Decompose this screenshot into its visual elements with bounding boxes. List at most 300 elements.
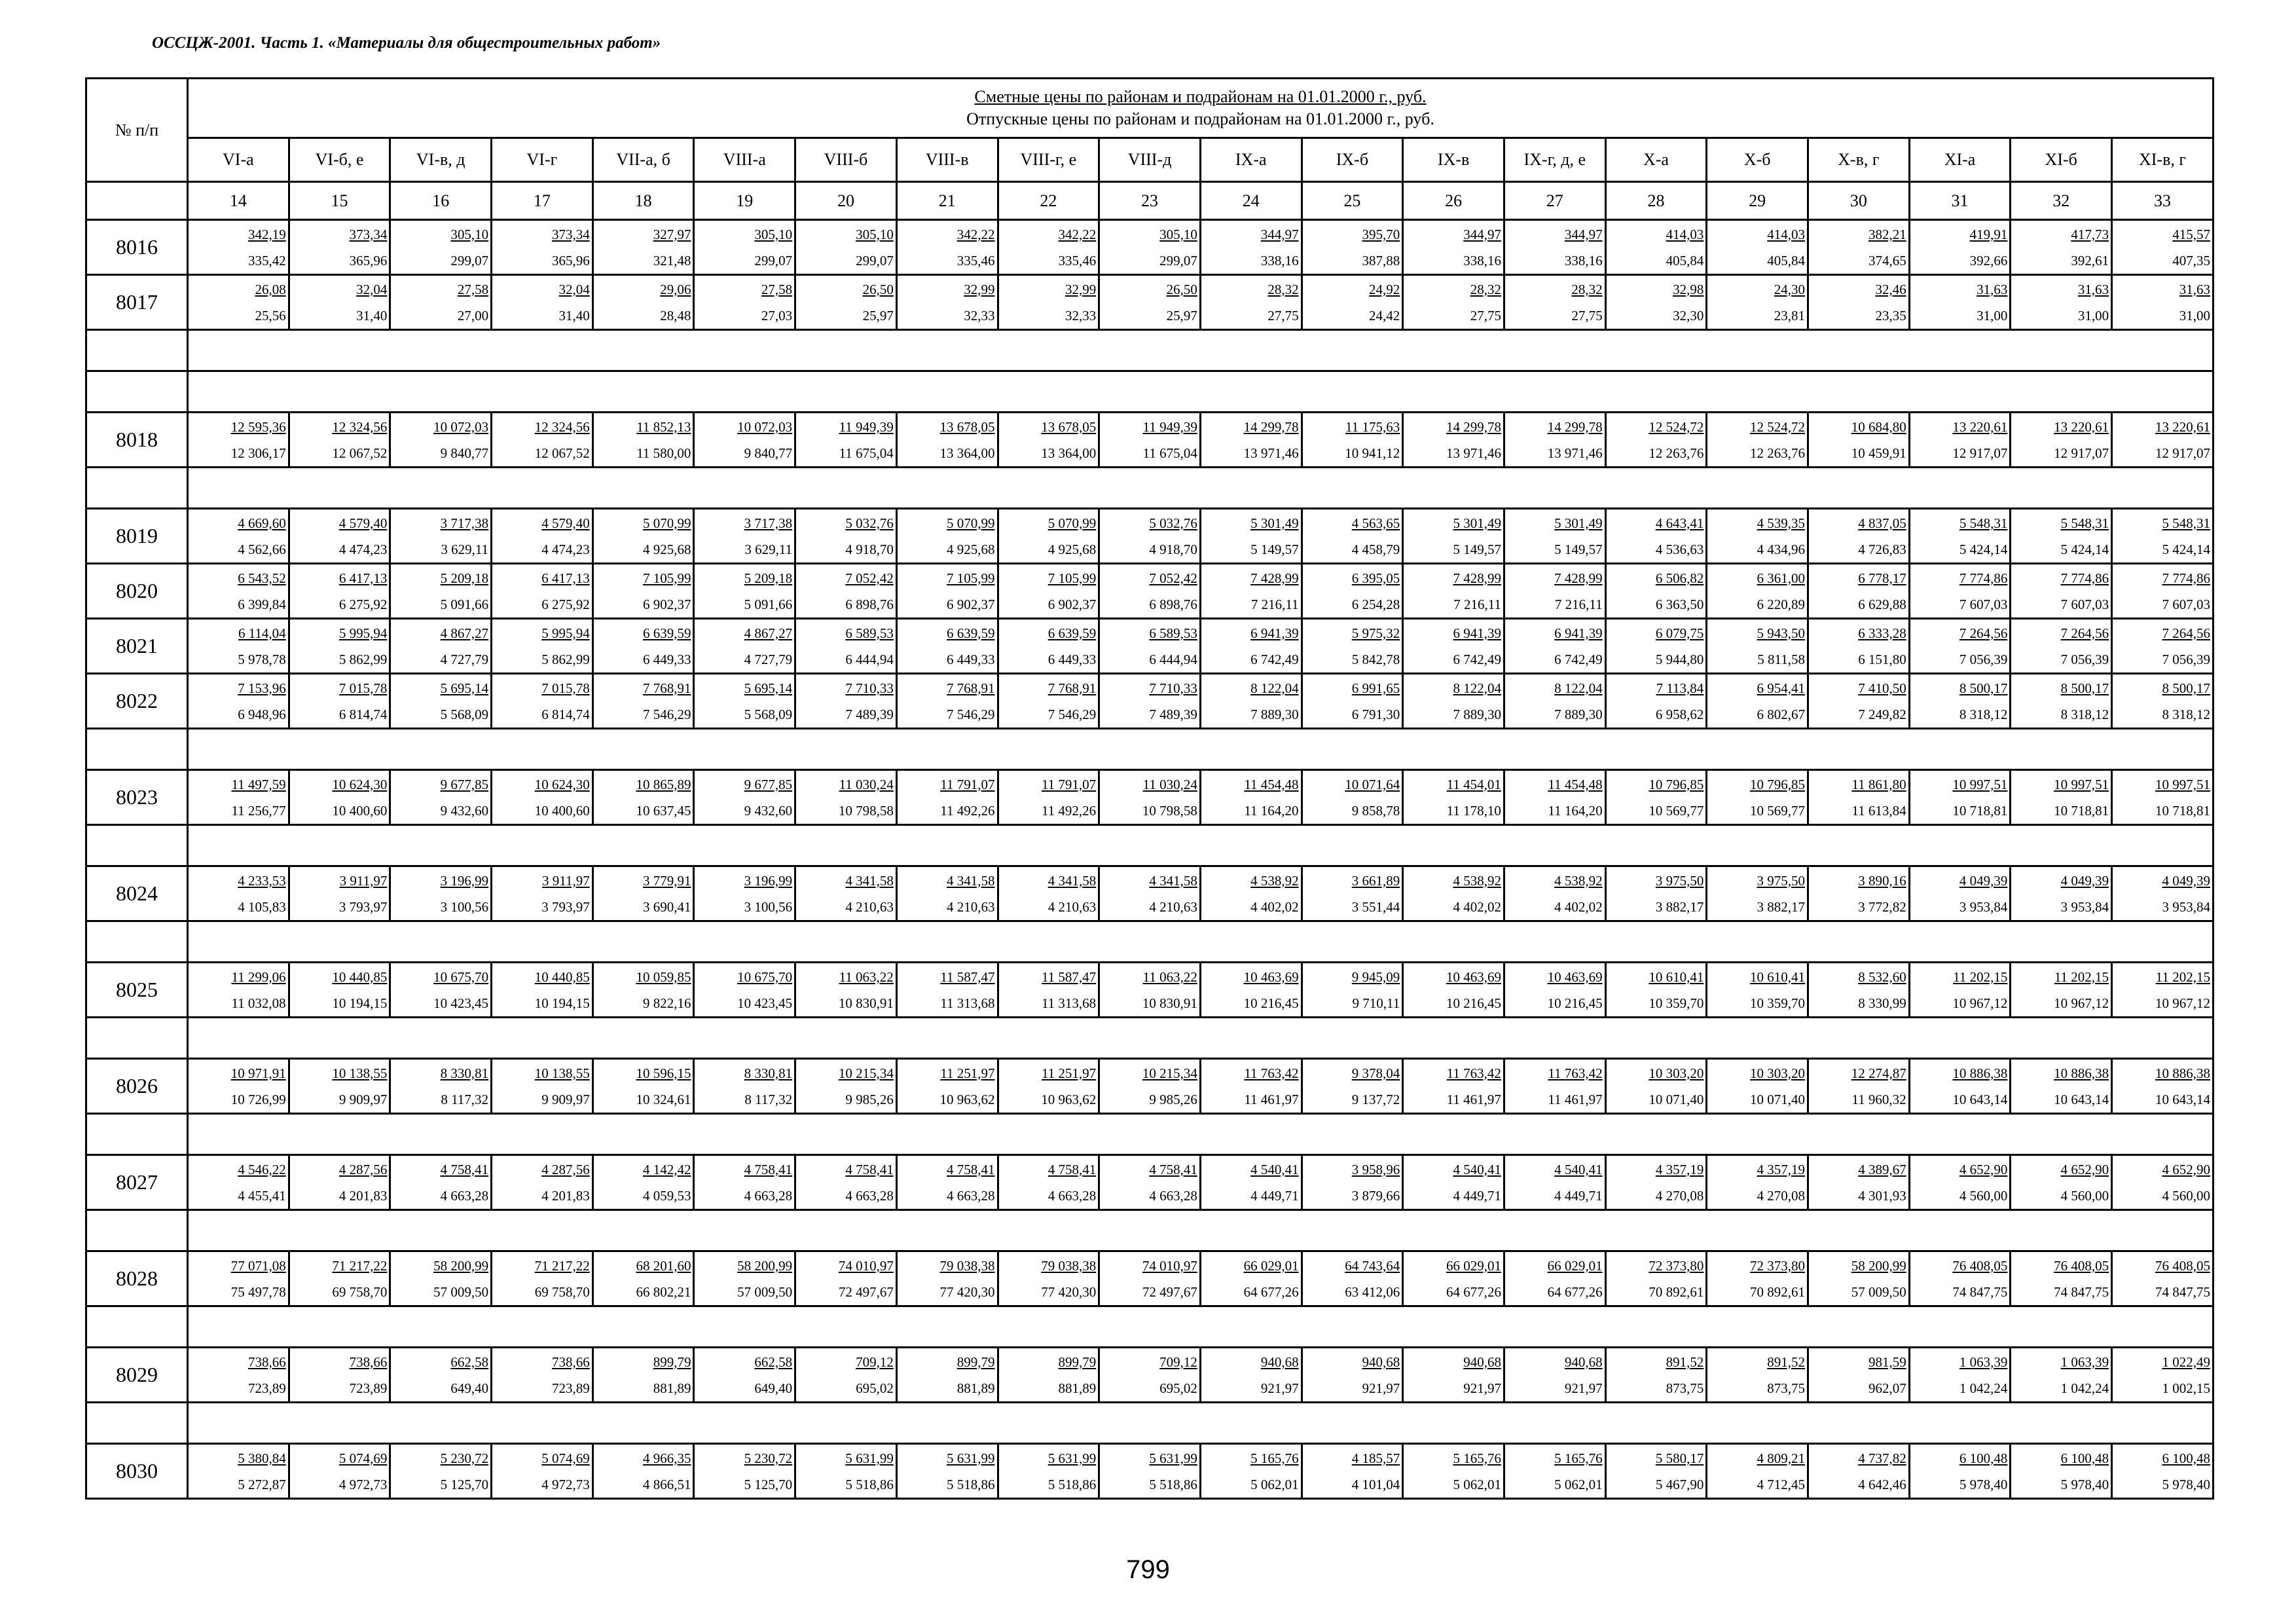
release-price: 4 918,70 (845, 541, 894, 557)
release-price: 74 847,75 (2054, 1283, 2109, 1300)
estimate-price: 8 122,04 (1453, 680, 1501, 696)
release-price: 4 727,79 (440, 651, 489, 667)
price-cell (1099, 1348, 1201, 1403)
region-header: IX-в (1403, 138, 1504, 182)
release-price: 10 967,12 (1952, 995, 2008, 1011)
estimate-price: 5 548,31 (2162, 515, 2210, 531)
estimate-price: 10 624,30 (332, 776, 388, 792)
release-price: 881,89 (957, 1380, 995, 1396)
estimate-price: 5 209,18 (440, 570, 489, 586)
spacer-row (86, 1018, 2214, 1059)
price-cell (998, 866, 1099, 921)
estimate-price: 5 380,84 (238, 1450, 286, 1466)
release-price: 5 944,80 (1655, 651, 1704, 667)
release-price: 6 629,88 (1858, 596, 1906, 612)
release-price: 25,56 (255, 307, 286, 323)
estimate-price: 4 538,92 (1453, 872, 1501, 889)
estimate-price: 662,58 (450, 1354, 489, 1370)
price-cell (1707, 963, 1808, 1018)
release-price: 5 978,40 (1959, 1476, 2008, 1492)
estimate-price: 7 015,78 (541, 680, 590, 696)
price-cell (2112, 509, 2214, 564)
release-price: 5 518,86 (947, 1476, 995, 1492)
release-price: 299,07 (1159, 252, 1197, 268)
release-price: 4 972,73 (338, 1476, 388, 1492)
estimate-price: 4 049,39 (2060, 872, 2109, 889)
price-cell (1504, 509, 1605, 564)
release-price: 7 216,11 (1554, 596, 1603, 612)
price-cell (1605, 275, 1707, 330)
price-cell (694, 674, 795, 729)
estimate-price: 10 610,41 (1649, 969, 1704, 985)
estimate-price: 373,34 (552, 226, 590, 242)
estimate-price: 76 408,05 (1952, 1257, 2008, 1274)
release-price: 6 814,74 (338, 706, 388, 722)
release-price: 6 958,62 (1655, 706, 1704, 722)
release-price: 57 009,50 (1851, 1283, 1906, 1300)
estimate-price: 5 631,99 (947, 1450, 995, 1466)
estimate-price: 6 114,04 (238, 625, 286, 641)
price-cell (795, 866, 897, 921)
release-price: 24,42 (1369, 307, 1400, 323)
release-price: 5 062,01 (1554, 1476, 1603, 1492)
release-price: 4 449,71 (1453, 1187, 1501, 1204)
estimate-price: 5 695,14 (440, 680, 489, 696)
estimate-price: 6 941,39 (1453, 625, 1501, 641)
price-cell (1099, 963, 1201, 1018)
release-price: 4 642,46 (1858, 1476, 1906, 1492)
price-cell (1403, 674, 1504, 729)
spacer-cell (188, 1210, 2214, 1251)
estimate-price: 13 678,05 (1041, 418, 1097, 435)
price-cell (1504, 674, 1605, 729)
price-cell (592, 1348, 694, 1403)
release-price: 5 062,01 (1250, 1476, 1299, 1492)
release-price: 4 663,28 (1048, 1187, 1097, 1204)
price-cell (795, 770, 897, 825)
price-cell (492, 275, 593, 330)
price-cell (289, 619, 390, 674)
estimate-price: 7 264,56 (2162, 625, 2210, 641)
price-cell (390, 619, 492, 674)
release-price: 11 461,97 (1446, 1091, 1501, 1107)
release-price: 335,46 (957, 252, 995, 268)
release-price: 10 324,61 (636, 1091, 691, 1107)
estimate-price: 5 301,49 (1554, 515, 1603, 531)
release-price: 4 210,63 (1149, 898, 1197, 915)
price-cell (492, 413, 593, 468)
release-price: 365,96 (552, 252, 590, 268)
estimate-price: 5 032,76 (1149, 515, 1197, 531)
estimate-price: 8 122,04 (1250, 680, 1299, 696)
price-cell (1808, 866, 1910, 921)
table-row (86, 413, 2214, 468)
estimate-price: 14 299,78 (1446, 418, 1501, 435)
price-cell (795, 619, 897, 674)
estimate-price: 10 624,30 (534, 776, 590, 792)
price-cell (896, 275, 998, 330)
price-cell (694, 564, 795, 619)
column-index: 22 (998, 182, 1099, 220)
price-cell (795, 1155, 897, 1210)
estimate-price: 940,68 (1260, 1354, 1299, 1370)
release-price: 4 270,08 (1757, 1187, 1805, 1204)
release-price: 3 629,11 (441, 541, 489, 557)
estimate-price: 4 341,58 (845, 872, 894, 889)
release-price: 8 318,12 (1959, 706, 2008, 722)
release-price: 5 568,09 (744, 706, 793, 722)
release-price: 4 918,70 (1149, 541, 1197, 557)
price-cell (1707, 866, 1808, 921)
estimate-price: 899,79 (653, 1354, 691, 1370)
estimate-price: 66 029,01 (1243, 1257, 1299, 1274)
item-code: 8021 (86, 619, 188, 674)
price-cell (1504, 963, 1605, 1018)
estimate-price: 7 774,86 (2060, 570, 2109, 586)
item-code: 8024 (86, 866, 188, 921)
release-price: 3 100,56 (440, 898, 489, 915)
estimate-price: 72 373,80 (1649, 1257, 1704, 1274)
estimate-price: 4 758,41 (1149, 1161, 1197, 1177)
estimate-price: 7 710,33 (1149, 680, 1197, 696)
price-cell (1707, 413, 1808, 468)
estimate-price: 5 032,76 (845, 515, 894, 531)
estimate-price: 738,66 (552, 1354, 590, 1370)
release-price: 3 953,84 (1959, 898, 2008, 915)
estimate-price: 10 971,91 (230, 1065, 286, 1081)
price-cell (694, 1444, 795, 1499)
release-price: 10 071,40 (1649, 1091, 1704, 1107)
price-cell (2112, 963, 2214, 1018)
release-price: 57 009,50 (737, 1283, 793, 1300)
price-cell (390, 1155, 492, 1210)
estimate-price: 4 049,39 (1959, 872, 2008, 889)
estimate-price: 4 357,19 (1757, 1161, 1805, 1177)
estimate-price: 899,79 (957, 1354, 995, 1370)
price-cell (390, 413, 492, 468)
table-row (86, 866, 2214, 921)
price-cell (896, 674, 998, 729)
price-cell (1808, 1059, 1910, 1114)
estimate-price: 5 230,72 (440, 1450, 489, 1466)
release-price: 9 909,97 (338, 1091, 388, 1107)
price-cell (188, 674, 289, 729)
estimate-price: 79 038,38 (1041, 1257, 1097, 1274)
price-cell (1605, 1348, 1707, 1403)
price-cell (1605, 220, 1707, 275)
price-cell (289, 1444, 390, 1499)
estimate-price: 3 911,97 (542, 872, 590, 889)
release-price: 4 536,63 (1655, 541, 1704, 557)
release-price: 3 772,82 (1858, 898, 1906, 915)
price-cell (1504, 220, 1605, 275)
price-cell (2011, 1348, 2112, 1403)
release-price: 12 917,07 (2054, 445, 2109, 461)
column-index-row (86, 182, 2214, 220)
release-price: 13 971,46 (1547, 445, 1603, 461)
estimate-price: 7 768,91 (642, 680, 691, 696)
price-cell (492, 1251, 593, 1306)
column-index: 19 (694, 182, 795, 220)
release-price: 7 489,39 (845, 706, 894, 722)
release-price: 4 972,73 (541, 1476, 590, 1492)
release-price: 6 902,37 (642, 596, 691, 612)
estimate-price: 5 548,31 (1959, 515, 2008, 531)
estimate-price: 9 677,85 (440, 776, 489, 792)
estimate-price: 7 052,42 (1149, 570, 1197, 586)
release-price: 31,00 (2179, 307, 2210, 323)
release-price: 7 216,11 (1250, 596, 1299, 612)
release-price: 77 420,30 (939, 1283, 995, 1300)
price-cell (795, 1059, 897, 1114)
price-cell (795, 509, 897, 564)
release-price: 4 560,00 (1959, 1187, 2008, 1204)
estimate-price: 899,79 (1058, 1354, 1097, 1370)
estimate-price: 3 890,16 (1858, 872, 1906, 889)
estimate-price: 4 287,56 (338, 1161, 388, 1177)
release-price: 72 497,67 (838, 1283, 894, 1300)
estimate-price: 4 538,92 (1554, 872, 1603, 889)
price-cell (1200, 619, 1302, 674)
price-cell (1909, 1251, 2011, 1306)
estimate-price: 5 165,76 (1250, 1450, 1299, 1466)
release-price: 4 458,79 (1351, 541, 1400, 557)
price-cell (1200, 963, 1302, 1018)
price-cell (1808, 564, 1910, 619)
estimate-price: 10 071,64 (1345, 776, 1400, 792)
release-price: 5 062,01 (1453, 1476, 1501, 1492)
release-price: 10 359,70 (1649, 995, 1704, 1011)
estimate-price: 26,08 (255, 281, 286, 297)
price-cell (390, 509, 492, 564)
estimate-price: 11 030,24 (839, 776, 894, 792)
estimate-price: 11 454,48 (1548, 776, 1603, 792)
price-cell (289, 1348, 390, 1403)
release-price: 6 742,49 (1453, 651, 1501, 667)
estimate-price: 4 758,41 (845, 1161, 894, 1177)
spacer-cell (188, 1306, 2214, 1348)
release-price: 11 313,68 (1041, 995, 1097, 1011)
release-price: 6 444,94 (845, 651, 894, 667)
price-cell (896, 509, 998, 564)
price-cell (1909, 220, 2011, 275)
price-cell (289, 1251, 390, 1306)
estimate-price: 11 497,59 (231, 776, 286, 792)
column-index: 33 (2112, 182, 2214, 220)
release-price: 10 216,45 (1243, 995, 1299, 1011)
price-cell (1504, 564, 1605, 619)
column-index: 23 (1099, 182, 1201, 220)
region-header: X-а (1605, 138, 1707, 182)
estimate-price: 3 779,91 (642, 872, 691, 889)
release-price: 881,89 (1058, 1380, 1097, 1396)
region-header: XI-б (2011, 138, 2112, 182)
estimate-price: 4 357,19 (1655, 1161, 1704, 1177)
estimate-price: 10 796,85 (1649, 776, 1704, 792)
release-price: 7 889,30 (1250, 706, 1299, 722)
price-cell (795, 1348, 897, 1403)
estimate-price: 891,52 (1666, 1354, 1704, 1370)
release-price: 4 210,63 (947, 898, 995, 915)
item-code: 8023 (86, 770, 188, 825)
estimate-price: 71 217,22 (332, 1257, 388, 1274)
spacer-cell (86, 1210, 188, 1251)
release-price: 3 690,41 (642, 898, 691, 915)
estimate-price: 74 010,97 (838, 1257, 894, 1274)
release-price: 6 814,74 (541, 706, 590, 722)
estimate-price: 4 389,67 (1858, 1161, 1906, 1177)
release-price: 27,75 (1267, 307, 1299, 323)
table-row (86, 564, 2214, 619)
release-price: 5 149,57 (1453, 541, 1501, 557)
spacer-cell (188, 1114, 2214, 1155)
release-price: 392,61 (2071, 252, 2109, 268)
release-price: 63 412,06 (1345, 1283, 1400, 1300)
release-price: 3 953,84 (2060, 898, 2109, 915)
spacer-cell (86, 825, 188, 866)
estimate-price: 8 330,81 (440, 1065, 489, 1081)
estimate-price: 12 595,36 (230, 418, 286, 435)
price-cell (1808, 275, 1910, 330)
estimate-price: 13 220,61 (2155, 418, 2210, 435)
price-cell (492, 1059, 593, 1114)
price-cell (289, 963, 390, 1018)
table-row (86, 619, 2214, 674)
price-cell (2011, 220, 2112, 275)
estimate-price: 11 202,15 (1953, 969, 2008, 985)
release-price: 11 164,20 (1548, 802, 1603, 819)
column-index: 31 (1909, 182, 2011, 220)
estimate-price: 5 631,99 (845, 1450, 894, 1466)
estimate-price: 4 652,90 (1959, 1161, 2008, 1177)
column-index: 20 (795, 182, 897, 220)
estimate-prices-caption: Сметные цены по районам и подрайонам на 01.01.2000 г., руб. (974, 87, 1427, 107)
price-cell (1200, 1059, 1302, 1114)
price-cell (188, 275, 289, 330)
release-price: 335,46 (1058, 252, 1097, 268)
region-header: XI-в, г (2112, 138, 2214, 182)
estimate-price: 305,10 (856, 226, 894, 242)
price-cell (1403, 413, 1504, 468)
spacer-cell (188, 921, 2214, 963)
release-price: 407,35 (2172, 252, 2210, 268)
price-cell (289, 866, 390, 921)
estimate-price: 6 639,59 (642, 625, 691, 641)
estimate-price: 4 758,41 (744, 1161, 793, 1177)
price-cell (188, 1155, 289, 1210)
release-price: 5 978,78 (238, 651, 286, 667)
price-cell (1605, 1251, 1707, 1306)
price-cell (1302, 1444, 1403, 1499)
price-cell (896, 963, 998, 1018)
estimate-price: 11 763,42 (1244, 1065, 1299, 1081)
column-index: 29 (1707, 182, 1808, 220)
price-cell (1808, 770, 1910, 825)
table-row (86, 770, 2214, 825)
price-cell (1302, 770, 1403, 825)
estimate-price: 4 539,35 (1757, 515, 1805, 531)
release-price: 921,97 (1463, 1380, 1501, 1396)
price-cell (1504, 770, 1605, 825)
estimate-price: 3 975,50 (1655, 872, 1704, 889)
estimate-price: 26,50 (862, 281, 894, 297)
estimate-price: 11 861,80 (1851, 776, 1906, 792)
spacer-cell (86, 1114, 188, 1155)
price-cell (998, 564, 1099, 619)
price-cell (289, 413, 390, 468)
price-cell (188, 770, 289, 825)
price-cell (1605, 1155, 1707, 1210)
price-cell (1707, 220, 1808, 275)
price-cell (1302, 866, 1403, 921)
price-cell (1099, 866, 1201, 921)
price-cell (896, 564, 998, 619)
region-header: VI-а (188, 138, 289, 182)
release-price: 10 359,70 (1750, 995, 1805, 1011)
estimate-price: 662,58 (754, 1354, 793, 1370)
price-cell (1403, 770, 1504, 825)
release-price: 31,00 (1977, 307, 2008, 323)
estimate-price: 7 768,91 (1048, 680, 1097, 696)
item-code: 8027 (86, 1155, 188, 1210)
release-price: 10 963,62 (1041, 1091, 1097, 1107)
release-price: 27,00 (457, 307, 489, 323)
release-price: 7 489,39 (1149, 706, 1197, 722)
price-cell (1504, 413, 1605, 468)
price-cell (795, 220, 897, 275)
price-cell (592, 1251, 694, 1306)
price-cell (2011, 619, 2112, 674)
price-cell (289, 564, 390, 619)
release-price: 10 194,15 (332, 995, 388, 1011)
release-price: 4 712,45 (1757, 1476, 1805, 1492)
release-price: 9 858,78 (1351, 802, 1400, 819)
release-price: 6 802,67 (1757, 706, 1805, 722)
release-price: 66 802,21 (636, 1283, 691, 1300)
release-price: 12 263,76 (1649, 445, 1704, 461)
price-cell (1403, 1444, 1504, 1499)
estimate-price: 10 886,38 (2054, 1065, 2109, 1081)
estimate-price: 66 029,01 (1547, 1257, 1603, 1274)
price-cell (2112, 1348, 2214, 1403)
price-cell (1808, 220, 1910, 275)
release-price: 7 056,39 (2060, 651, 2109, 667)
price-cell (1909, 866, 2011, 921)
estimate-price: 14 299,78 (1547, 418, 1603, 435)
table-row (86, 1348, 2214, 1403)
region-header-row (86, 138, 2214, 182)
price-cell (1504, 866, 1605, 921)
spacer-cell (188, 468, 2214, 509)
estimate-price: 27,58 (457, 281, 489, 297)
estimate-price: 10 684,80 (1851, 418, 1906, 435)
estimate-price: 3 717,38 (744, 515, 793, 531)
price-cell (1099, 275, 1201, 330)
release-price: 6 449,33 (642, 651, 691, 667)
price-cell (390, 1444, 492, 1499)
release-price: 5 978,40 (2162, 1476, 2210, 1492)
estimate-price: 6 589,53 (845, 625, 894, 641)
release-price: 4 560,00 (2060, 1187, 2109, 1204)
region-header: VI-в, д (390, 138, 492, 182)
price-cell (592, 564, 694, 619)
price-cell (188, 619, 289, 674)
release-price: 31,40 (356, 307, 388, 323)
estimate-price: 10 072,03 (433, 418, 489, 435)
price-cell (592, 509, 694, 564)
estimate-price: 342,19 (247, 226, 286, 242)
estimate-price: 5 995,94 (541, 625, 590, 641)
